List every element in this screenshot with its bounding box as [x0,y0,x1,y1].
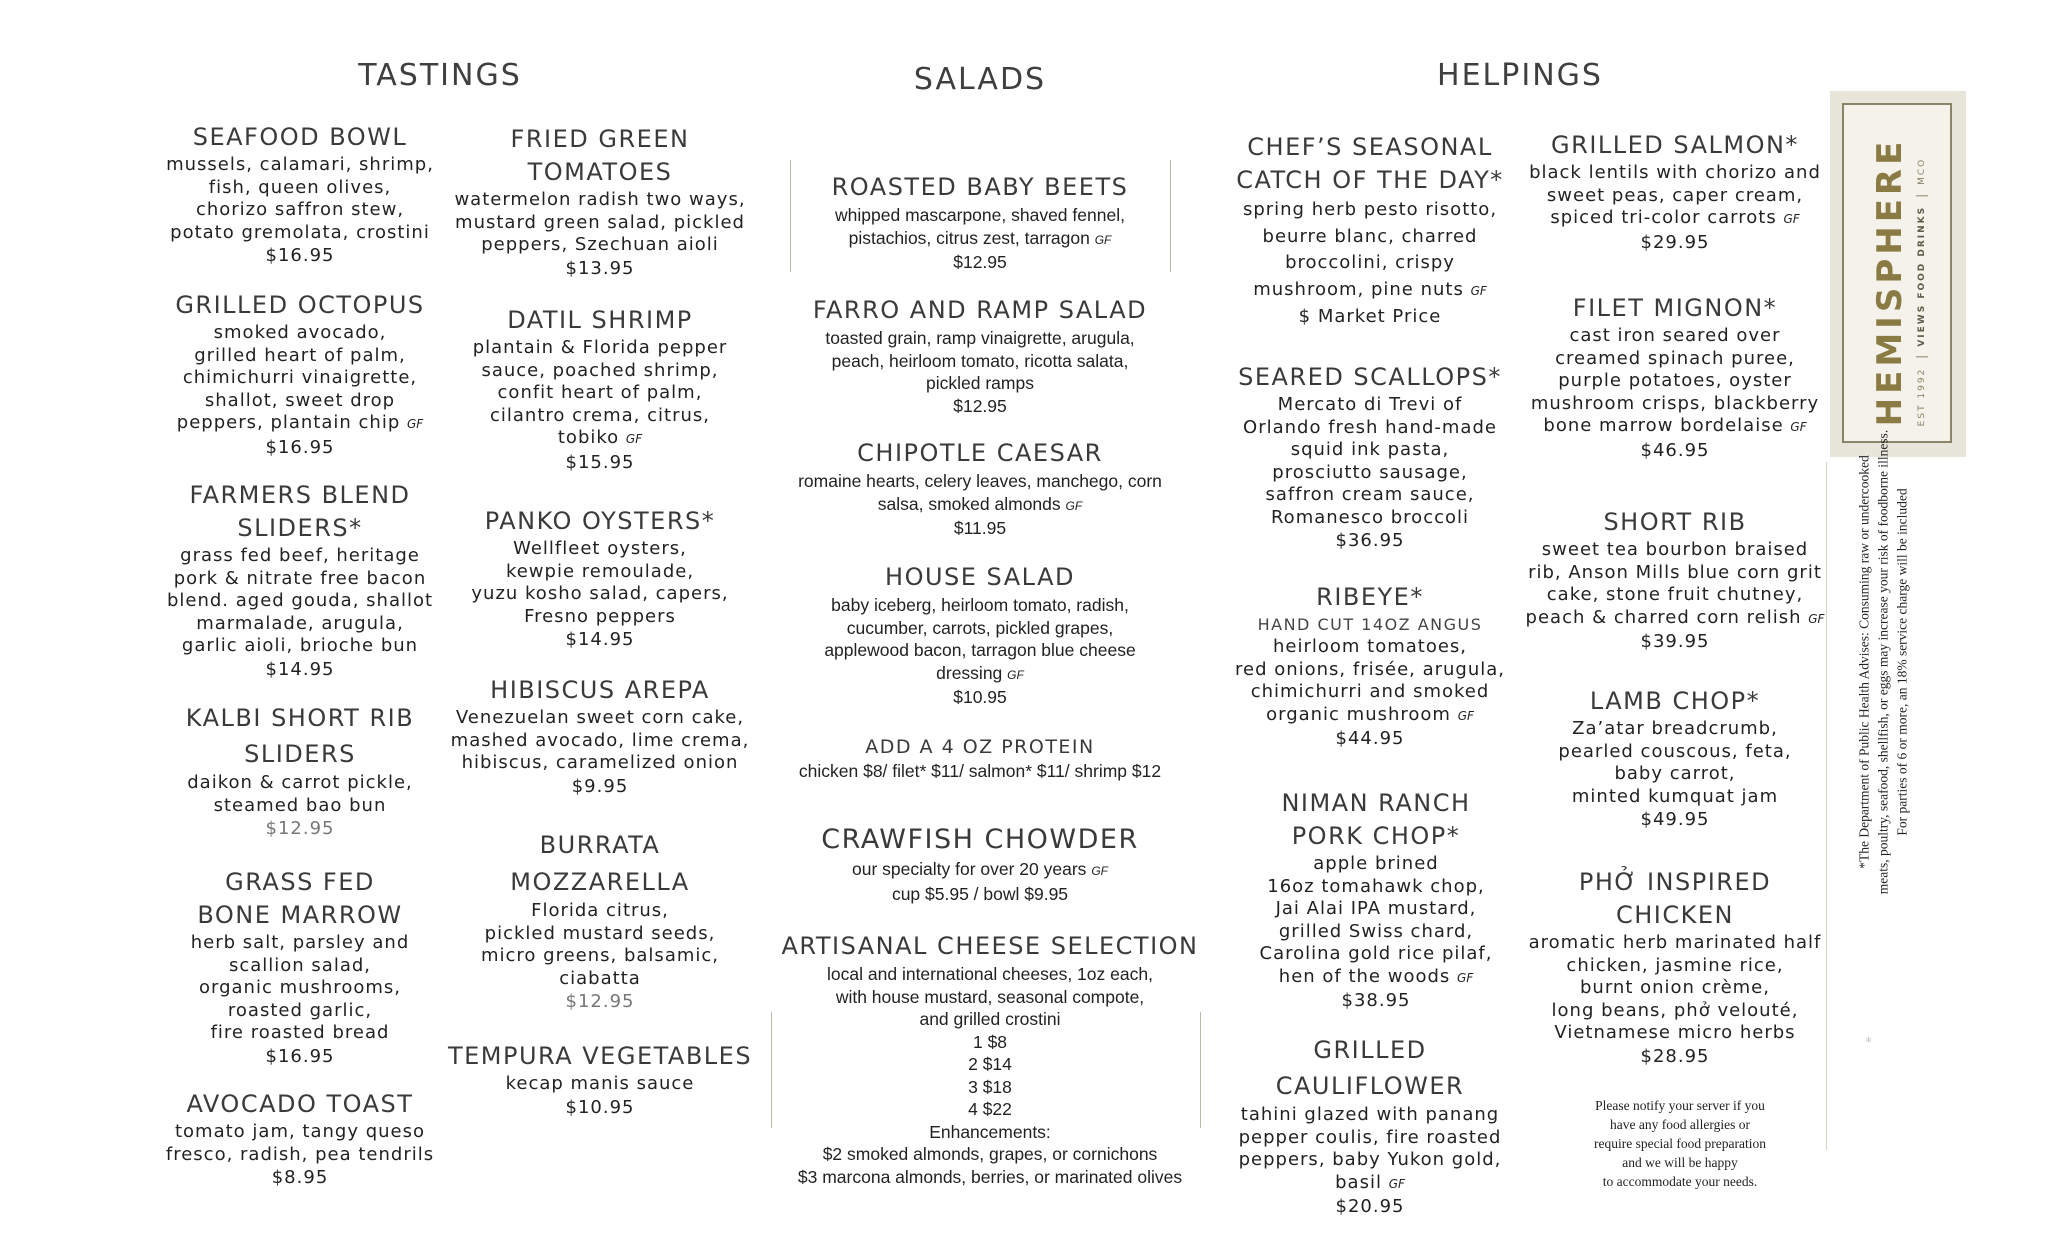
item-desc: romaine hearts, celery leaves, manchego, corn [798,471,1162,491]
item-price: $16.95 [265,436,335,458]
legal-line: For parties of 6 or more, an 18% service charge will be included [1894,488,1910,836]
legal-line: meats, poultry, seafood, shellfish, or eggs may increase your risk of foodborne illness. [1875,429,1891,895]
item-name: BONE MARROW [197,901,403,929]
item-desc: bone marrow bordelaise GF [1543,415,1807,436]
item-desc: grilled heart of palm, [194,344,406,366]
item-desc: organic mushroom GF [1266,703,1474,725]
menu-item [770,561,1190,709]
item-desc: Florida citrus, [531,900,669,921]
item-name: CHICKEN [1616,901,1734,929]
item-desc: blend. aged gouda, shallot [166,590,434,611]
item-name: BURRATA [539,831,661,859]
item-price: $11.95 [953,518,1007,538]
item-desc: spring herb pesto risotto, [1242,199,1498,220]
item-desc: with house mustard, seasonal compote, [835,986,1145,1007]
item-desc: grass fed beef, heritage [180,545,420,566]
item-desc: salsa, smoked almonds GF [877,493,1083,514]
gf-mark: GF [407,417,424,431]
item-name: GRILLED [1313,1036,1427,1064]
item-desc: scallion salad, [228,954,372,976]
menu-item [1515,129,1835,254]
gf-mark: GF [1094,232,1112,247]
item-desc: mustard green salad, pickled [455,211,745,233]
cheese-tier: 1 $8 [972,1031,1008,1052]
enhancement: $3 marcona almonds, berries, or marinated olives [797,1166,1183,1187]
item-name: MOZZARELLA [510,868,690,896]
item-desc: saffron cream sauce, [1265,484,1475,505]
item-desc: peach, heirloom tomato, ricotta salata, [831,350,1129,371]
item-desc: aromatic herb marinated half [1528,932,1822,953]
item-name: KALBI SHORT RIB [185,704,415,732]
item-desc: kewpie remoulade, [505,560,695,582]
item-desc: minted kumquat jam [1571,785,1779,807]
item-desc: Jai Alai IPA mustard, [1275,898,1477,919]
notice-line: to accommodate your needs. [1602,1174,1758,1189]
menu-item [440,826,760,1013]
menu-item [1515,292,1835,462]
item-name: SHORT RIB [1603,508,1747,536]
item-price: $16.95 [265,245,335,266]
item-desc: hibiscus, caramelized onion [461,752,739,773]
logo-content [1870,124,1928,427]
item-desc: sweet peas, caper cream, [1546,184,1804,206]
menu-item [1220,361,1520,552]
item-desc: mushroom crisps, blackberry [1530,392,1820,414]
item-name: GRILLED OCTOPUS [175,291,425,319]
item-name: PORK CHOP* [1291,822,1461,850]
item-desc: smoked avocado, [213,322,387,343]
item-name: PHỞ INSPIRED [1578,868,1772,896]
salads-heading: SALADS [913,62,1047,97]
logo-name: HEMISPHERE [1870,137,1910,427]
item-desc: fish, queen olives, [208,176,392,198]
item-name: GRASS FED [225,868,375,896]
item-name: PANKO OYSTERS* [484,507,716,535]
item-desc: 16oz tomahawk chop, [1267,875,1485,897]
item-desc: fresco, radish, pea tendrils [165,1143,435,1165]
item-desc: squid ink pasta, [1290,439,1450,460]
item-desc: pickled ramps [926,373,1034,393]
item-desc: spiced tri-color carrots GF [1550,207,1800,228]
item-price: $28.95 [1640,1045,1710,1067]
item-desc: hen of the woods GF [1278,965,1474,987]
item-name: LAMB CHOP* [1589,687,1761,715]
legal-line: *The Department of Public Health Advises: Consuming raw or undercooked [1856,455,1872,869]
item-price: $10.95 [953,687,1007,707]
menu-item [440,1040,760,1119]
item-name: CHEF’S SEASONAL [1247,133,1493,161]
logo-est: EST 1992 [1917,367,1927,427]
item-desc: Romanesco broccoli [1270,506,1470,528]
item-name: CRAWFISH CHOWDER [821,824,1139,855]
item-desc: dressing GF [936,662,1024,683]
menu-item [440,304,760,474]
item-desc: tomato jam, tangy queso [174,1121,426,1142]
menu-item [150,1088,450,1189]
item-desc: mussels, calamari, shrimp, [166,154,434,175]
gf-mark: GF [1808,611,1825,626]
gf-mark: GF [1388,1176,1405,1191]
item-name: SLIDERS* [237,514,363,542]
menu-item [1226,787,1526,1012]
item-desc: tobiko GF [557,427,643,448]
item-name: NIMAN RANCH [1281,789,1471,817]
item-desc: whipped mascarpone, shaved fennel, [835,205,1125,225]
item-desc: garlic aioli, brioche bun [181,635,419,656]
item-subtitle: HAND CUT 14OZ ANGUS [1257,615,1483,634]
menu-item [1515,506,1835,653]
item-price: $49.95 [1640,809,1710,830]
item-desc: Venezuelan sweet corn cake, [455,707,745,728]
menu-item [1515,685,1835,831]
item-name: ROASTED BABY BEETS [831,173,1129,201]
item-desc: red onions, frisée, arugula, [1234,658,1506,680]
item-desc: micro greens, balsamic, [481,945,719,966]
cheese-tier: 3 $18 [968,1076,1012,1097]
logo-divider [1916,195,1928,196]
item-desc: beurre blanc, charred [1262,225,1478,247]
item-price: $10.95 [565,1096,635,1118]
item-name: TEMPURA VEGETABLES [447,1042,753,1070]
item-desc: apple brined [1313,853,1439,874]
item-desc: our specialty for over 20 years GF [852,859,1108,879]
item-desc: Za’atar breadcrumb, [1572,718,1778,739]
logo-tagline: VIEWS FOOD DRINKS [1917,205,1927,347]
item-name: FARMERS BLEND [189,481,411,509]
item-desc: baby carrot, [1614,763,1736,784]
item-desc: broccolini, crispy [1285,252,1455,273]
item-desc: heirloom tomatoes, [1272,636,1468,657]
item-desc: black lentils with chorizo and [1529,162,1821,183]
item-name: AVOCADO TOAST [186,1090,414,1118]
item-desc: shallot, sweet drop [204,389,396,411]
item-desc: cucumber, carrots, pickled grapes, [846,617,1114,638]
item-price: $16.95 [265,1045,335,1067]
menu-item [440,505,760,651]
item-desc: yuzu kosho salad, capers, [471,583,729,604]
logo-code: MCO [1917,157,1927,185]
item-name: SEAFOOD BOWL [192,123,408,151]
item-price: $14.95 [565,629,635,650]
item-price: $12.95 [953,252,1007,272]
item-price: $13.95 [565,257,635,279]
menu-item [770,294,1190,417]
notice-line: require special food preparation [1593,1136,1767,1151]
item-name: CHIPOTLE CAESAR [857,439,1103,467]
item-desc: confit heart of palm, [497,382,703,403]
item-price: $46.95 [1640,439,1710,461]
item-name: SEARED SCALLOPS* [1238,363,1502,391]
item-desc: marmalade, arugula, [196,612,404,634]
item-desc: burnt onion crème, [1580,977,1770,998]
menu-item [150,121,450,267]
item-desc: Wellfleet oysters, [513,538,687,559]
divider-line [1826,462,1827,1150]
item-desc: prosciutto sausage, [1272,461,1468,483]
item-desc: peppers, plantain chip GF [176,412,424,433]
item-desc: Fresno peppers [524,605,676,627]
enhancements-label: Enhancements: [929,1121,1051,1142]
item-desc: and grilled crostini [919,1009,1061,1029]
enhancement: $2 smoked almonds, grapes, or cornichons [822,1144,1158,1164]
item-desc: watermelon radish two ways, [454,189,746,210]
item-price: $36.95 [1335,530,1405,551]
item-desc: mushroom, pine nuts GF [1253,278,1487,300]
allergy-notice [1560,1096,1800,1191]
menu-item [150,289,450,459]
gf-mark: GF [1457,970,1474,985]
item-desc: grilled Swiss chard, [1278,920,1474,942]
item-desc: chimichurri and smoked [1250,681,1490,702]
legal-disclaimer [1855,382,1912,942]
item-price: $9.95 [571,775,629,797]
gf-mark: GF [1470,283,1487,298]
item-price: $38.95 [1341,990,1411,1011]
item-desc: peach & charred corn relish GF [1525,606,1825,628]
item-desc: purple potatoes, oyster [1558,370,1792,391]
item-desc: chorizo saffron stew, [195,199,405,220]
gf-mark: GF [1091,864,1108,878]
item-desc: tahini glazed with panang [1240,1104,1500,1125]
item-desc: long beans, phở velouté, [1551,999,1799,1021]
menu-item [150,866,450,1068]
item-name: RIBEYE* [1316,583,1424,611]
item-desc: applewood bacon, tarragon blue cheese [824,640,1136,660]
item-desc: baby iceberg, heirloom tomato, radish, [831,595,1129,615]
item-desc: organic mushrooms, [199,977,401,998]
item-price: $29.95 [1640,231,1710,253]
menu-item [780,171,1180,274]
item-desc: pistachios, citrus zest, tarragon GF [848,227,1112,248]
item-name: FRIED GREEN [510,125,690,153]
item-desc: Mercato di Trevi of [1277,394,1463,415]
item-name: CAULIFLOWER [1275,1072,1465,1100]
item-desc: plantain & Florida pepper [472,337,728,358]
item-desc: herb salt, parsley and [190,932,410,953]
item-price: $20.95 [1335,1196,1405,1217]
menu-item [1220,131,1520,331]
item-desc: sweet tea bourbon braised [1541,539,1809,560]
item-price: $15.95 [565,451,635,473]
item-desc: daikon & carrot pickle, [187,772,413,793]
menu-item [770,437,1190,540]
item-desc: pepper coulis, fire roasted [1238,1126,1502,1148]
item-desc: local and international cheeses, 1oz each, [827,964,1153,984]
item-desc: basil GF [1335,1171,1405,1193]
item-desc: kecap manis sauce [505,1073,695,1094]
menu-item [440,674,760,798]
item-desc: roasted garlic, [227,999,373,1021]
item-desc: fire roasted bread [210,1022,390,1043]
item-desc: Vietnamese micro herbs [1554,1022,1796,1043]
item-desc: creamed spinach puree, [1555,347,1795,369]
item-desc: Carolina gold rice pilaf, [1259,943,1493,964]
item-name: ADD A 4 OZ PROTEIN [865,736,1095,758]
item-desc: steamed bao bun [213,794,387,816]
item-price: $12.95 [265,818,335,839]
gf-mark: GF [1007,667,1024,682]
item-desc: Orlando fresh hand-made [1243,416,1497,438]
menu-item [1220,581,1520,750]
item-name: CATCH OF THE DAY* [1236,166,1504,194]
menu-item [150,700,450,840]
item-desc: potato gremolata, crostini [170,221,430,243]
helpings-heading: HELPINGS [1437,58,1603,93]
menu-item [1220,1032,1520,1218]
item-price: $39.95 [1640,631,1710,652]
item-price: $14.95 [265,658,335,680]
item-desc: pork & nitrate free bacon [173,567,427,589]
item-price: $12.95 [565,991,635,1012]
notice-line: have any food allergies or [1610,1117,1750,1132]
notice-line: and we will be happy [1622,1155,1738,1170]
cheese-tier: 4 $22 [968,1099,1012,1119]
item-name: HIBISCUS AREPA [490,676,710,704]
item-price: $44.95 [1335,728,1405,749]
gf-mark: GF [1065,498,1083,513]
item-desc: peppers, baby Yukon gold, [1238,1149,1502,1170]
item-name: HOUSE SALAD [885,563,1075,591]
menu-item [1515,866,1835,1068]
notice-line: Please notify your server if you [1595,1098,1765,1113]
item-desc: cilantro crema, citrus, [490,404,710,426]
item-name: TOMATOES [527,158,673,186]
item-desc: rib, Anson Mills blue corn grit [1528,561,1822,583]
asterisk-mark: * [1865,1035,1872,1051]
gf-mark: GF [1790,420,1807,434]
item-name: FARRO AND RAMP SALAD [812,296,1148,324]
item-price: $8.95 [271,1167,329,1188]
item-desc: pickled mustard seeds, [484,922,716,944]
item-name: FILET MIGNON* [1572,294,1778,322]
item-desc: chicken $8/ filet* $11/ salmon* $11/ shrimp $12 [798,761,1162,781]
gf-mark: GF [1783,212,1800,226]
item-desc: ciabatta [559,967,641,989]
item-desc: pearled couscous, feta, [1558,740,1792,762]
item-desc: cast iron seared over [1569,325,1781,346]
item-desc: chimichurri vinaigrette, [182,367,418,388]
item-name: ARTISANAL CHEESE SELECTION [781,932,1199,960]
menu-item [770,822,1190,905]
item-desc: toasted grain, ramp vinaigrette, arugula, [825,328,1135,348]
cheese-tier: 2 $14 [968,1054,1012,1074]
item-desc: cup $5.95 / bowl $9.95 [891,883,1069,904]
item-desc: cake, stone fruit chutney, [1546,584,1804,605]
item-name: DATIL SHRIMP [507,306,693,334]
logo-divider [1916,357,1928,358]
menu-item [760,930,1220,1188]
item-desc: sauce, poached shrimp, [481,359,719,381]
item-name: GRILLED SALMON* [1551,131,1799,159]
item-desc: mashed avocado, lime crema, [450,729,750,751]
item-desc: peppers, Szechuan aioli [481,234,719,255]
item-name: SLIDERS [244,740,356,768]
menu-item [150,479,450,681]
menu-item [440,123,760,280]
item-price: $ Market Price [1298,306,1442,327]
gf-mark: GF [1457,708,1474,723]
item-desc: chicken, jasmine rice, [1566,954,1784,976]
gf-mark: GF [625,432,643,446]
menu-item [770,734,1190,783]
tastings-heading: TASTINGS [358,58,522,93]
item-price: $12.95 [953,395,1007,416]
